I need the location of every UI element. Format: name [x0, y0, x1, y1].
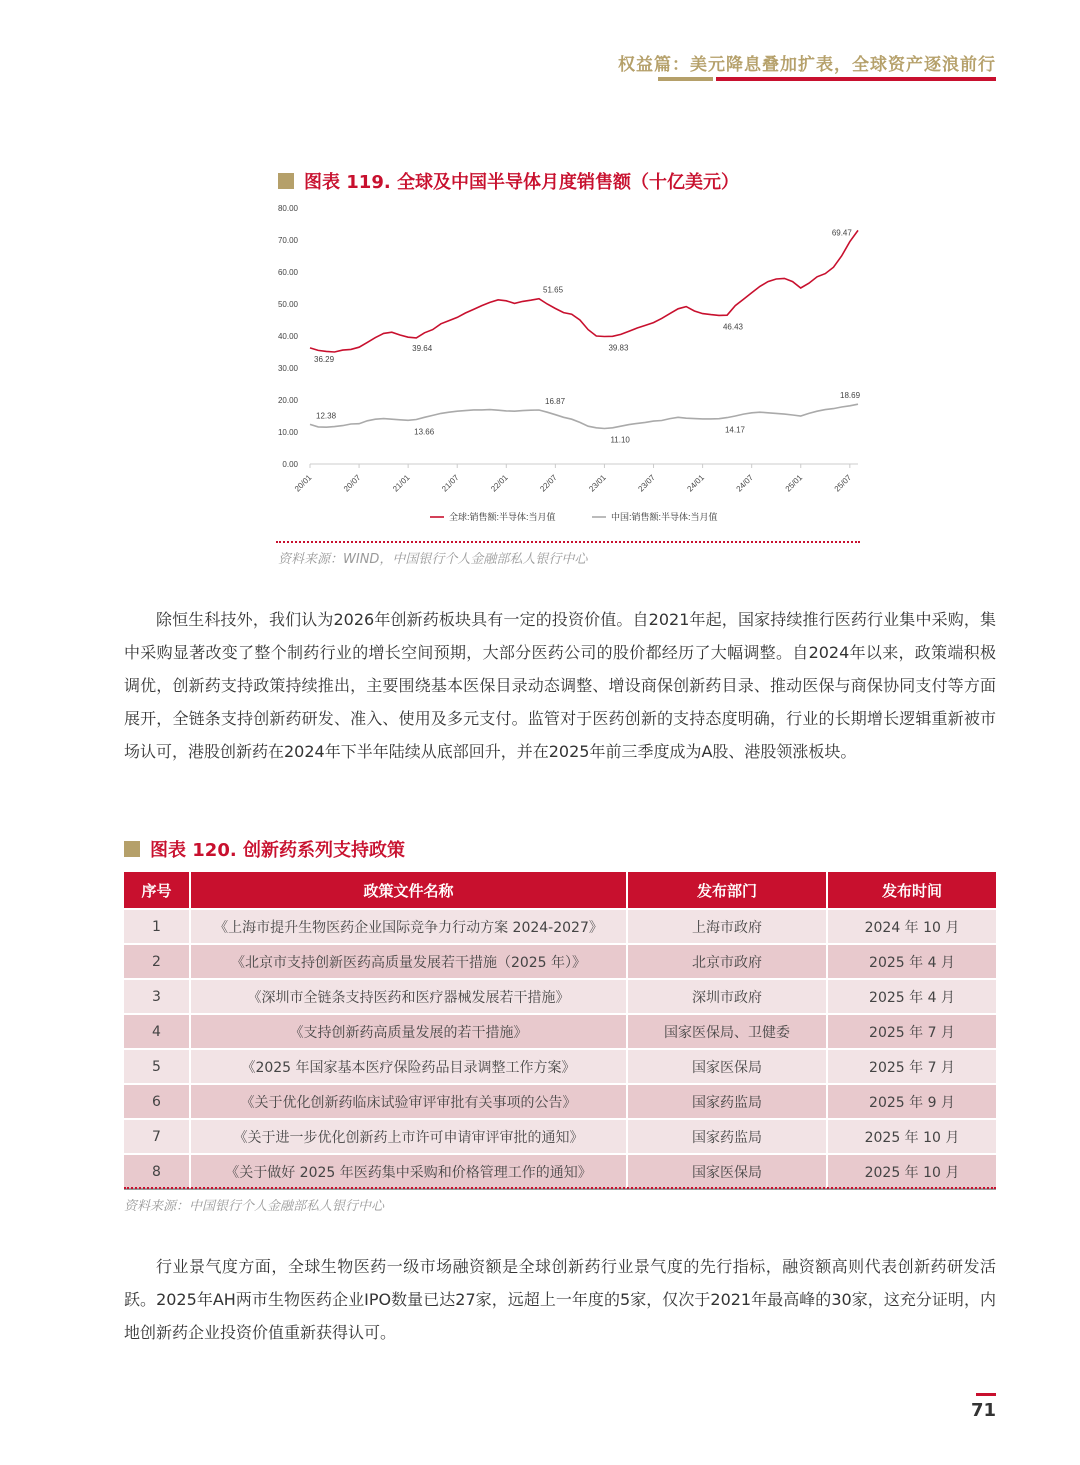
cell-index: 4 [124, 1014, 190, 1049]
header-rule-red [716, 77, 996, 81]
figure-119-divider [276, 541, 860, 543]
cell-policy-name: 《深圳市全链条支持医药和医疗器械发展若干措施》 [190, 979, 627, 1014]
x-tick-label: 24/01 [685, 473, 707, 494]
header-department: 发布部门 [627, 872, 827, 909]
header-index: 序号 [124, 872, 190, 909]
figure-120-title-text: 图表 120. 创新药系列支持政策 [150, 840, 405, 861]
header-title: 权益篇：美元降息叠加扩表，全球资产逐浪前行 [618, 55, 996, 75]
table-row [124, 944, 996, 979]
cell-department: 国家药监局 [627, 1119, 827, 1154]
global-data-label: 39.64 [412, 344, 433, 354]
paragraph-1-text: 除恒生科技外，我们认为2026年创新药板块具有一定的投资价值。自2021年起，国家持续推行医药行业集中采购，集中采购显著改变了整个制药行业的增长空间预期，大部分医药公司的股价都经历了大幅调整。自2024年以来，政策端积极调优，创新药支持政策持续推出，主要围绕基本医保目录动态调整、增设商保创新药目录、推动医保与商保协同支付等方面展开，全链条支持创新药研发、准入、使用及多元支付。监管对于医药创新的支持态度明确，行业的长期增长逻辑重新被市场认可，港股创新药在2024年下半年陆续从底部回升，并在2025年前三季度成为A股、港股领涨板块。 [124, 610, 996, 761]
table-row [124, 1014, 996, 1049]
figure-119-source: 资料来源：WIND，中国银行个人金融部私人银行中心 [278, 552, 588, 567]
paragraph-1 [124, 603, 996, 768]
x-tick-label: 22/01 [489, 473, 510, 494]
cell-date: 2024 年 10 月 [827, 909, 996, 944]
figure-120-title [124, 836, 405, 862]
x-tick-label: 20/01 [292, 473, 314, 494]
title-square-icon [124, 841, 140, 857]
semiconductor-sales-chart [262, 196, 872, 536]
cell-policy-name: 《上海市提升生物医药企业国际竞争力行动方案 2024-2027》 [190, 909, 627, 944]
cell-index: 6 [124, 1084, 190, 1119]
page-number: 71 [970, 1400, 996, 1421]
cell-index: 3 [124, 979, 190, 1014]
global-data-label: 39.83 [608, 343, 629, 353]
y-tick-label: 60.00 [277, 268, 298, 277]
cell-date: 2025 年 10 月 [827, 1119, 996, 1154]
cell-date: 2025 年 4 月 [827, 979, 996, 1014]
global-data-label: 51.65 [543, 285, 564, 295]
global-sales-line [310, 230, 858, 352]
legend-china-label: 中国:销售额:半导体:当月值 [611, 512, 718, 522]
cell-date: 2025 年 4 月 [827, 944, 996, 979]
chart-svg [262, 196, 872, 536]
header-policy-name: 政策文件名称 [190, 872, 627, 909]
y-tick-label: 80.00 [277, 204, 298, 213]
table-row [124, 909, 996, 944]
cell-date: 2025 年 7 月 [827, 1049, 996, 1084]
china-data-label: 14.17 [724, 425, 745, 435]
header-date: 发布时间 [827, 872, 996, 909]
y-tick-label: 20.00 [277, 396, 298, 405]
cell-policy-name: 《关于优化创新药临床试验审评审批有关事项的公告》 [190, 1084, 627, 1119]
china-data-label: 13.66 [414, 427, 435, 437]
figure-120-source: 资料来源：中国银行个人金融部私人银行中心 [124, 1199, 385, 1214]
cell-department: 国家医保局 [627, 1154, 827, 1189]
cell-index: 2 [124, 944, 190, 979]
cell-department: 上海市政府 [627, 909, 827, 944]
china-data-label: 18.69 [840, 391, 861, 401]
x-tick-label: 23/01 [587, 473, 608, 494]
cell-department: 北京市政府 [627, 944, 827, 979]
cell-department: 国家药监局 [627, 1084, 827, 1119]
x-tick-label: 22/07 [538, 473, 559, 494]
x-tick-label: 21/07 [440, 473, 461, 494]
x-tick-label: 24/07 [734, 473, 756, 494]
page-number-rule [976, 1393, 996, 1396]
cell-date: 2025 年 10 月 [827, 1154, 996, 1189]
header-rule [658, 77, 996, 81]
y-tick-label: 10.00 [277, 428, 298, 437]
title-square-icon [278, 173, 294, 189]
cell-department: 国家医保局、卫健委 [627, 1014, 827, 1049]
china-data-label: 11.10 [610, 435, 630, 445]
paragraph-2 [124, 1250, 996, 1349]
policy-table [124, 872, 996, 1190]
cell-department: 国家医保局 [627, 1049, 827, 1084]
cell-department: 深圳市政府 [627, 979, 827, 1014]
table-header-row [124, 872, 996, 909]
cell-policy-name: 《支持创新药高质量发展的若干措施》 [190, 1014, 627, 1049]
x-tick-label: 23/07 [636, 473, 657, 494]
table-row [124, 1119, 996, 1154]
figure-120-divider [124, 1187, 996, 1189]
table-row [124, 1049, 996, 1084]
table-row [124, 979, 996, 1014]
x-tick-label: 20/07 [341, 473, 363, 494]
cell-policy-name: 《北京市支持创新医药高质量发展若干措施（2025 年）》 [190, 944, 627, 979]
x-tick-label: 25/01 [783, 473, 805, 494]
cell-date: 2025 年 9 月 [827, 1084, 996, 1119]
figure-119-title [278, 168, 739, 194]
y-tick-label: 30.00 [277, 364, 298, 373]
china-sales-line [310, 404, 858, 428]
y-tick-label: 40.00 [277, 332, 298, 341]
figure-119-title-text: 图表 119. 全球及中国半导体月度销售额（十亿美元） [304, 172, 739, 193]
cell-policy-name: 《关于进一步优化创新药上市许可申请审评审批的通知》 [190, 1119, 627, 1154]
y-tick-label: 70.00 [277, 236, 298, 245]
table-row [124, 1084, 996, 1119]
cell-index: 7 [124, 1119, 190, 1154]
x-tick-label: 25/07 [832, 473, 854, 494]
cell-index: 5 [124, 1049, 190, 1084]
header-rule-gold [658, 77, 713, 81]
cell-policy-name: 《2025 年国家基本医疗保险药品目录调整工作方案》 [190, 1049, 627, 1084]
x-tick-label: 21/01 [391, 473, 412, 494]
cell-index: 1 [124, 909, 190, 944]
legend-global-label: 全球:销售额:半导体:当月值 [449, 512, 556, 522]
global-data-label: 36.29 [314, 354, 335, 364]
paragraph-2-text: 行业景气度方面，全球生物医药一级市场融资额是全球创新药行业景气度的先行指标，融资额高则代表创新药研发活跃。2025年AH两市生物医药企业IPO数量已达27家，远超上一年度的5家，仅次于2021年最高峰的30家，这充分证明，内地创新药企业投资价值重新获得认可。 [124, 1257, 996, 1342]
cell-index: 8 [124, 1154, 190, 1189]
global-data-label: 46.43 [722, 322, 743, 332]
china-data-label: 16.87 [545, 397, 566, 407]
cell-policy-name: 《关于做好 2025 年医药集中采购和价格管理工作的通知》 [190, 1154, 627, 1189]
china-data-label: 12.38 [316, 411, 337, 421]
y-tick-label: 50.00 [277, 300, 298, 309]
global-data-label: 69.47 [831, 228, 852, 238]
table-row [124, 1154, 996, 1189]
cell-date: 2025 年 7 月 [827, 1014, 996, 1049]
y-tick-label: 0.00 [282, 460, 298, 469]
